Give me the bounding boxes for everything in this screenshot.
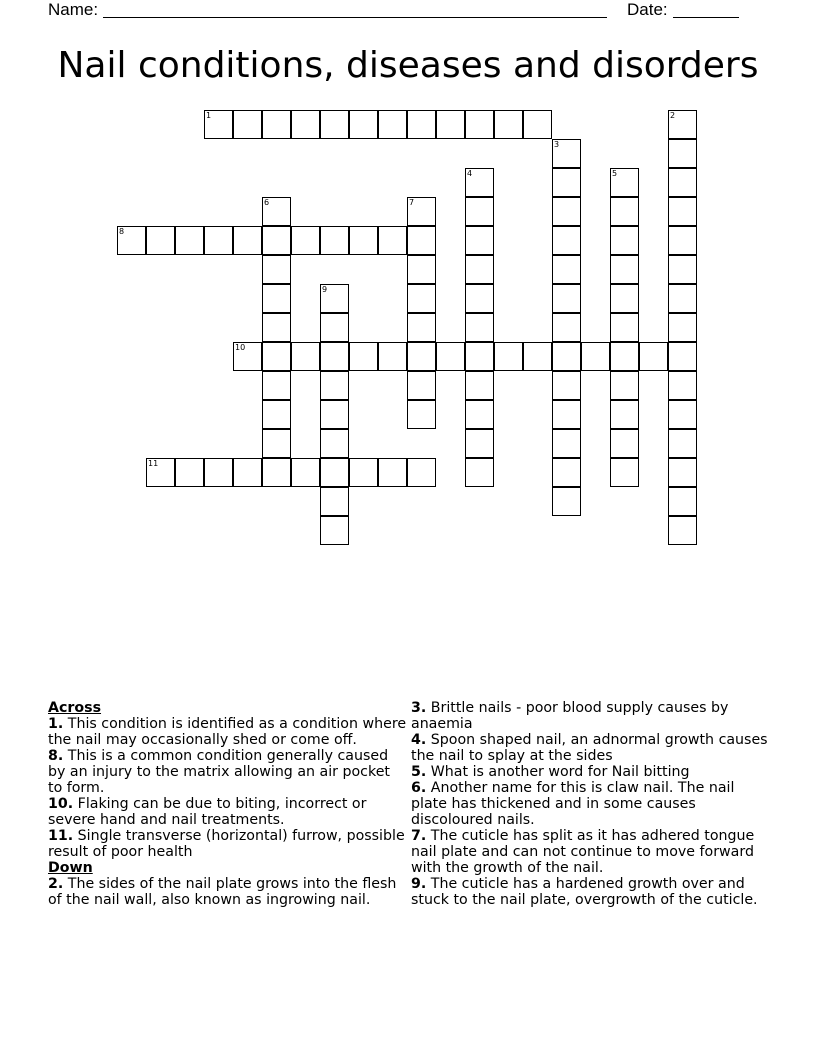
crossword-cell[interactable] — [465, 313, 494, 342]
crossword-cell[interactable] — [668, 429, 697, 458]
clue-number: 6. — [411, 780, 427, 796]
crossword-cell[interactable] — [552, 168, 581, 197]
crossword-cell[interactable] — [668, 255, 697, 284]
clue-text: Another name for this is claw nail. The nail plate has thickened and in some causes discoloured nails. — [411, 780, 735, 828]
clue-text: This condition is identified as a condition where the nail may occasionally shed or come off. — [48, 716, 407, 748]
crossword-cell[interactable] — [552, 429, 581, 458]
crossword-cell[interactable] — [349, 458, 378, 487]
crossword-cell[interactable] — [117, 226, 146, 255]
date-label: Date: — [627, 0, 668, 19]
crossword-cell[interactable] — [320, 284, 349, 313]
crossword-cell[interactable] — [175, 458, 204, 487]
crossword-cell[interactable] — [552, 371, 581, 400]
clue-text: Spoon shaped nail, an adnormal growth causes the nail to splay at the sides — [411, 732, 768, 764]
crossword-cell[interactable] — [552, 313, 581, 342]
crossword-cell[interactable] — [668, 516, 697, 545]
cell-number: 11 — [148, 459, 159, 468]
crossword-cell[interactable] — [552, 487, 581, 516]
clue-down-3 — [411, 700, 771, 732]
crossword-cell[interactable] — [291, 458, 320, 487]
crossword-cell[interactable] — [233, 458, 262, 487]
crossword-cell[interactable] — [407, 226, 436, 255]
clue-down-6 — [411, 780, 771, 828]
crossword-cell[interactable] — [668, 400, 697, 429]
crossword-cell[interactable] — [320, 342, 349, 371]
crossword-cell[interactable] — [610, 429, 639, 458]
crossword-cell[interactable] — [668, 342, 697, 371]
clue-number: 1. — [48, 716, 64, 732]
crossword-cell[interactable] — [552, 342, 581, 371]
cell-number: 3 — [554, 140, 560, 149]
crossword-cell[interactable] — [378, 342, 407, 371]
crossword-cell[interactable] — [610, 197, 639, 226]
crossword-cell[interactable] — [668, 371, 697, 400]
crossword-cell[interactable] — [552, 400, 581, 429]
clues-left-column — [48, 700, 408, 908]
crossword-cell[interactable] — [175, 226, 204, 255]
clue-across-8 — [48, 748, 408, 796]
clues-right-column — [411, 700, 771, 908]
crossword-cell[interactable] — [610, 458, 639, 487]
cell-number: 5 — [612, 169, 618, 178]
clue-text: This is a common condition generally caused by an injury to the matrix allowing an air pocket to form. — [48, 748, 390, 796]
clue-number: 2. — [48, 876, 64, 892]
crossword-cell[interactable] — [465, 458, 494, 487]
crossword-cell[interactable] — [523, 342, 552, 371]
crossword-cell[interactable] — [639, 342, 668, 371]
crossword-cell[interactable] — [668, 487, 697, 516]
crossword-cell[interactable] — [407, 197, 436, 226]
crossword-cell[interactable] — [494, 110, 523, 139]
clue-down-9 — [411, 876, 771, 908]
crossword-cell[interactable] — [233, 110, 262, 139]
clue-number: 3. — [411, 700, 427, 716]
crossword-cell[interactable] — [407, 400, 436, 429]
clue-number: 9. — [411, 876, 427, 892]
crossword-cell[interactable] — [610, 168, 639, 197]
crossword-cell[interactable] — [436, 110, 465, 139]
clue-number: 5. — [411, 764, 427, 780]
crossword-cell[interactable] — [465, 110, 494, 139]
crossword-cell[interactable] — [668, 110, 697, 139]
crossword-cell[interactable] — [523, 110, 552, 139]
crossword-cell[interactable] — [262, 226, 291, 255]
crossword-cell[interactable] — [262, 197, 291, 226]
crossword-cell[interactable] — [465, 197, 494, 226]
crossword-cell[interactable] — [262, 284, 291, 313]
cell-number: 9 — [322, 285, 328, 294]
clue-across-10 — [48, 796, 408, 828]
crossword-cell[interactable] — [407, 313, 436, 342]
cell-number: 6 — [264, 198, 270, 207]
crossword-cell[interactable] — [552, 255, 581, 284]
cell-number: 8 — [119, 227, 125, 236]
crossword-cell[interactable] — [465, 284, 494, 313]
crossword-cell[interactable] — [233, 226, 262, 255]
crossword-cell[interactable] — [668, 139, 697, 168]
crossword-cell[interactable] — [465, 168, 494, 197]
crossword-cell[interactable] — [494, 342, 523, 371]
clue-down-4 — [411, 732, 771, 764]
crossword-cell[interactable] — [668, 313, 697, 342]
crossword-cell[interactable] — [204, 110, 233, 139]
crossword-cell[interactable] — [146, 226, 175, 255]
clue-across-1 — [48, 716, 408, 748]
crossword-cell[interactable] — [262, 342, 291, 371]
crossword-cell[interactable] — [349, 226, 378, 255]
crossword-cell[interactable] — [552, 197, 581, 226]
clue-text: What is another word for Nail bitting — [430, 764, 690, 780]
cell-number: 2 — [670, 111, 676, 120]
crossword-cell[interactable] — [204, 226, 233, 255]
crossword-cell[interactable] — [668, 458, 697, 487]
crossword-cell[interactable] — [320, 516, 349, 545]
crossword-cell[interactable] — [320, 110, 349, 139]
across-heading: Across — [48, 700, 102, 716]
crossword-cell[interactable] — [552, 284, 581, 313]
page-title: Nail conditions, diseases and disorders — [57, 45, 759, 86]
crossword-cell[interactable] — [262, 371, 291, 400]
crossword-cell[interactable] — [262, 400, 291, 429]
crossword-cell[interactable] — [291, 226, 320, 255]
crossword-cell[interactable] — [436, 342, 465, 371]
crossword-cell[interactable] — [378, 110, 407, 139]
crossword-cell[interactable] — [407, 371, 436, 400]
crossword-cell[interactable] — [552, 139, 581, 168]
clue-across-11 — [48, 828, 408, 860]
crossword-cell[interactable] — [320, 371, 349, 400]
crossword-cell[interactable] — [465, 342, 494, 371]
crossword-cell[interactable] — [204, 458, 233, 487]
crossword-cell[interactable] — [349, 110, 378, 139]
crossword-cell[interactable] — [610, 342, 639, 371]
crossword-cell[interactable] — [320, 313, 349, 342]
clue-text: Single transverse (horizontal) furrow, possible result of poor health — [48, 828, 405, 860]
cell-number: 10 — [235, 343, 246, 352]
clue-text: The cuticle has a hardened growth over and stuck to the nail plate, overgrowth of the cuticle. — [411, 876, 758, 908]
crossword-cell[interactable] — [610, 226, 639, 255]
crossword-cell[interactable] — [581, 342, 610, 371]
crossword-cell[interactable] — [668, 197, 697, 226]
crossword-cell[interactable] — [407, 458, 436, 487]
crossword-cell[interactable] — [291, 110, 320, 139]
crossword-cell[interactable] — [262, 313, 291, 342]
crossword-cell[interactable] — [465, 255, 494, 284]
crossword-cell[interactable] — [320, 429, 349, 458]
crossword-cell[interactable] — [610, 284, 639, 313]
crossword-cell[interactable] — [610, 371, 639, 400]
cell-number: 7 — [409, 198, 415, 207]
cell-number: 1 — [206, 111, 212, 120]
clue-number: 8. — [48, 748, 64, 764]
crossword-cell[interactable] — [233, 342, 262, 371]
crossword-cell[interactable] — [465, 371, 494, 400]
down-heading: Down — [48, 860, 93, 876]
crossword-cell[interactable] — [668, 284, 697, 313]
crossword-cell[interactable] — [465, 429, 494, 458]
crossword-cell[interactable] — [320, 487, 349, 516]
clue-down-5 — [411, 764, 771, 780]
crossword-cell[interactable] — [262, 458, 291, 487]
crossword-cell[interactable] — [146, 458, 175, 487]
crossword-cell[interactable] — [320, 458, 349, 487]
crossword-cell[interactable] — [378, 458, 407, 487]
crossword-cell[interactable] — [552, 458, 581, 487]
crossword-cell[interactable] — [262, 429, 291, 458]
clue-down-7 — [411, 828, 771, 876]
crossword-cell[interactable] — [552, 226, 581, 255]
name-label: Name: — [48, 0, 99, 19]
crossword-cell[interactable] — [320, 226, 349, 255]
clue-text: The cuticle has split as it has adhered tongue nail plate and can not continue to move forward with the growth of the nail. — [411, 828, 755, 876]
clue-number: 11. — [48, 828, 74, 844]
crossword-cell[interactable] — [262, 110, 291, 139]
crossword-cell[interactable] — [407, 342, 436, 371]
crossword-cell[interactable] — [668, 226, 697, 255]
cell-number: 4 — [467, 169, 473, 178]
crossword-cell[interactable] — [465, 226, 494, 255]
crossword-cell[interactable] — [407, 284, 436, 313]
clue-number: 4. — [411, 732, 427, 748]
crossword-cell[interactable] — [668, 168, 697, 197]
crossword-cell[interactable] — [610, 313, 639, 342]
clue-text: Flaking can be due to biting, incorrect or severe hand and nail treatments. — [48, 796, 367, 828]
crossword-cell[interactable] — [610, 400, 639, 429]
clue-number: 10. — [48, 796, 74, 812]
crossword-cell[interactable] — [320, 400, 349, 429]
crossword-cell[interactable] — [407, 255, 436, 284]
crossword-cell[interactable] — [610, 255, 639, 284]
crossword-cell[interactable] — [465, 400, 494, 429]
crossword-cell[interactable] — [378, 226, 407, 255]
crossword-cell[interactable] — [407, 110, 436, 139]
crossword-cell[interactable] — [291, 342, 320, 371]
clue-text: The sides of the nail plate grows into the flesh of the nail wall, also known as ingrowing nail. — [48, 876, 397, 908]
crossword-cell[interactable] — [262, 255, 291, 284]
clue-text: Brittle nails - poor blood supply causes by anaemia — [411, 700, 729, 732]
crossword-cell[interactable] — [349, 342, 378, 371]
clue-down-2 — [48, 876, 408, 908]
clue-number: 7. — [411, 828, 427, 844]
